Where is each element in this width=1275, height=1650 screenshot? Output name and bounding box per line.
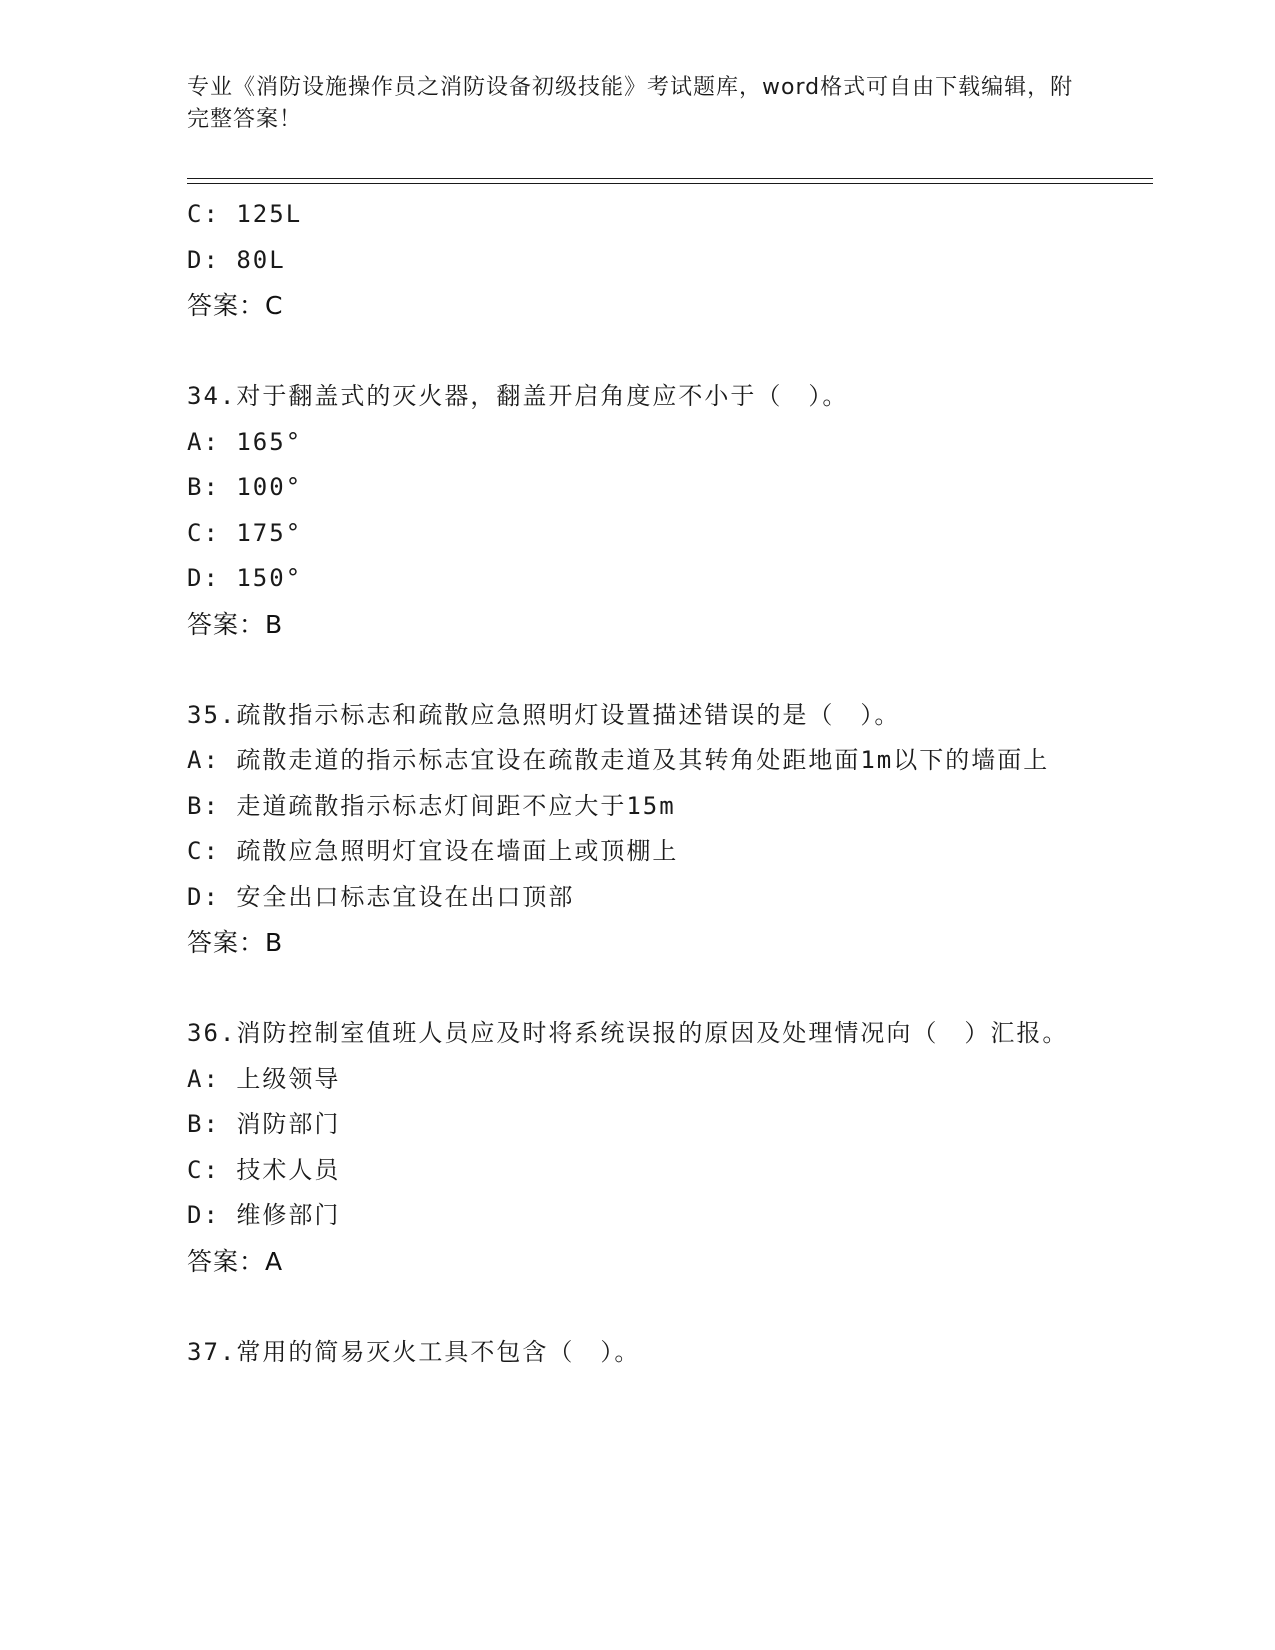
header-divider-top: [187, 178, 1153, 179]
answer-text: 答案：B: [187, 609, 284, 639]
question-35: [187, 693, 1087, 966]
spacer: [187, 1284, 1087, 1330]
option-d: D: 安全出口标志宜设在出口顶部: [187, 882, 575, 911]
option-c: C: 125L: [187, 200, 303, 228]
question-33-tail: [187, 192, 1087, 329]
option-c: C: 技术人员: [187, 1155, 341, 1184]
option-c: C: 疏散应急照明灯宜设在墙面上或顶棚上: [187, 837, 679, 865]
page-header: 专业《消防设施操作员之消防设备初级技能》考试题库，word格式可自由下载编辑，附完整答案！: [187, 75, 1074, 132]
option-b: B: 消防部门: [187, 1110, 341, 1138]
option-b: B: 走道疏散指示标志灯间距不应大于15m: [187, 791, 676, 820]
answer-text: 答案：C: [187, 291, 284, 320]
option-d: D: 80L: [187, 245, 286, 274]
option-a: A: 165°: [187, 427, 303, 456]
question-stem: 36.消防控制室值班人员应及时将系统误报的原因及处理情况向（ ）汇报。: [187, 1019, 1069, 1047]
option-c: C: 175°: [187, 518, 303, 547]
question-stem: 34.对于翻盖式的灭火器，翻盖开启角度应不小于（ ）。: [187, 382, 849, 410]
document-body: [187, 192, 1087, 1375]
spacer: [187, 329, 1087, 375]
answer-text: 答案：B: [187, 928, 284, 957]
option-b: B: 100°: [187, 473, 303, 501]
question-37: [187, 1330, 1087, 1376]
question-stem: 37.常用的简易灭火工具不包含（ ）。: [187, 1337, 641, 1366]
question-36: [187, 1011, 1087, 1284]
option-d: D: 维修部门: [187, 1201, 341, 1229]
spacer: [187, 647, 1087, 693]
question-stem: 35.疏散指示标志和疏散应急照明灯设置描述错误的是（ ）。: [187, 700, 901, 729]
question-34: [187, 374, 1087, 647]
spacer: [187, 966, 1087, 1012]
option-d: D: 150°: [187, 564, 303, 592]
header-divider-bottom: [187, 183, 1153, 184]
answer-text: 答案：A: [187, 1246, 284, 1276]
option-a: A: 上级领导: [187, 1064, 341, 1093]
option-a: A: 疏散走道的指示标志宜设在疏散走道及其转角处距地面1m以下的墙面上: [187, 746, 1050, 774]
